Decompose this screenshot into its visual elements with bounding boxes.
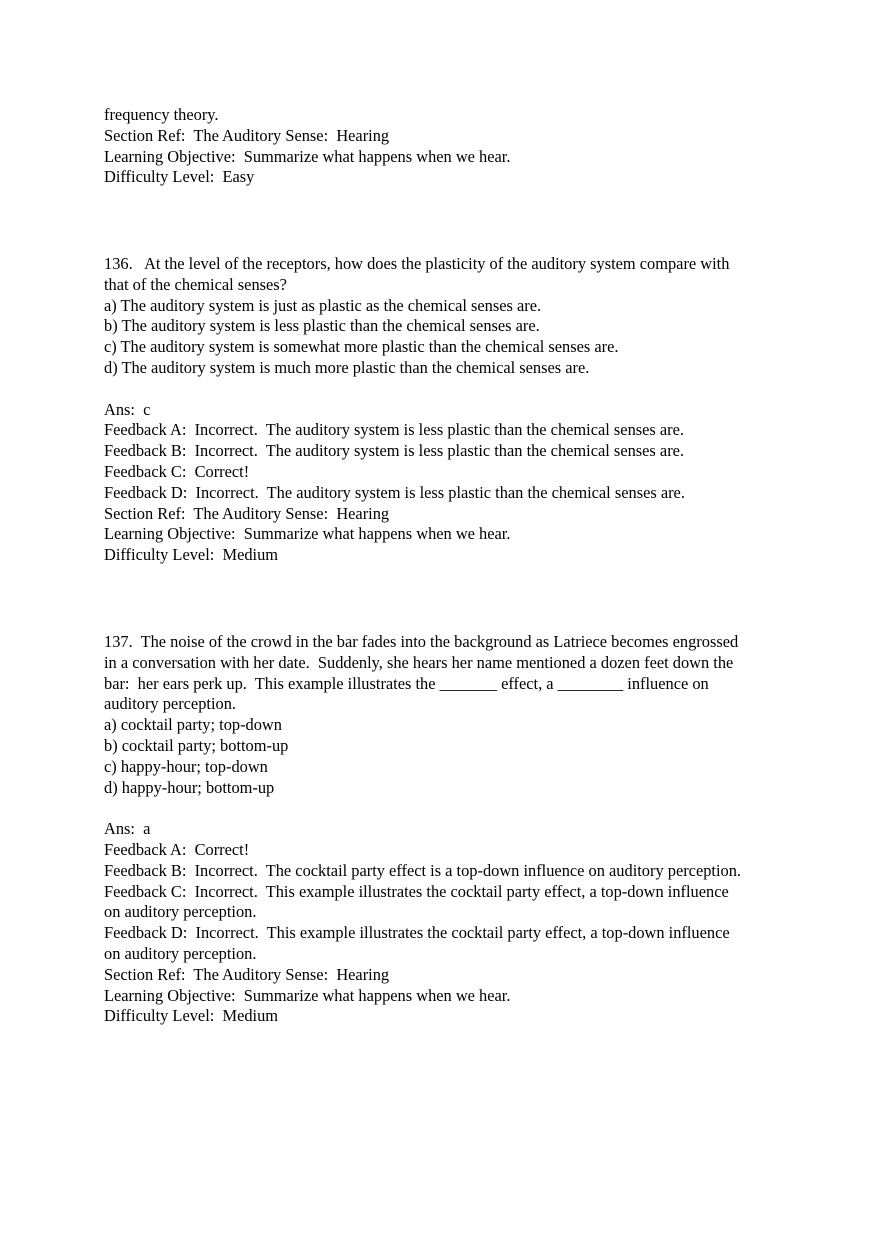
question-136-feedback-c: Feedback C: Correct!: [104, 461, 250, 481]
spacer: [104, 798, 780, 819]
question-137-feedback-c-cont: on auditory perception.: [104, 902, 257, 922]
question-137-option-d: d) happy-hour; bottom-up: [104, 777, 275, 797]
question-136-feedback-b: Feedback B: Incorrect. The auditory system is less plastic than the chemical senses are.: [104, 441, 685, 461]
question-136-option-a: a) The auditory system is just as plastic as the chemical senses are.: [104, 295, 542, 315]
continuation-line: frequency theory.: [104, 105, 219, 124]
question-137-stem-line-3: bar: her ears perk up. This example illustrates the _______ effect, a ________ influence on: [104, 673, 709, 693]
question-136-difficulty: Difficulty Level: Medium: [104, 545, 279, 565]
question-136-option-d: d) The auditory system is much more plastic than the chemical senses are.: [104, 357, 590, 377]
question-137-stem-line-1: 137. The noise of the crowd in the bar fades into the background as Latriece becomes engrossed: [104, 632, 739, 651]
question-137-option-b: b) cocktail party; bottom-up: [104, 735, 289, 755]
question-136-section-ref: Section Ref: The Auditory Sense: Hearing: [104, 503, 390, 523]
question-137-difficulty: Difficulty Level: Medium: [104, 1006, 279, 1026]
question-137-section-ref: Section Ref: The Auditory Sense: Hearing: [104, 964, 390, 984]
question-137-answer: Ans: a: [104, 819, 151, 839]
continuation-learning-objective: Learning Objective: Summarize what happens when we hear.: [104, 146, 511, 166]
question-136-feedback-a: Feedback A: Incorrect. The auditory system is less plastic than the chemical senses are.: [104, 420, 685, 440]
question-136-answer: Ans: c: [104, 399, 151, 419]
previous-question-continuation: [104, 105, 780, 188]
question-137-option-a: a) cocktail party; top-down: [104, 715, 282, 735]
continuation-section-ref: Section Ref: The Auditory Sense: Hearing: [104, 125, 390, 145]
question-137-stem-line-4: auditory perception.: [104, 694, 236, 714]
question-136-option-b: b) The auditory system is less plastic than the chemical senses are.: [104, 316, 540, 336]
question-137-learning-objective: Learning Objective: Summarize what happens when we hear.: [104, 985, 511, 1005]
question-137-feedback-a: Feedback A: Correct!: [104, 839, 250, 859]
question-137-feedback-d: Feedback D: Incorrect. This example illustrates the cocktail party effect, a top-down influence: [104, 923, 730, 943]
question-136-learning-objective: Learning Objective: Summarize what happens when we hear.: [104, 524, 511, 544]
question-137-stem-line-2: in a conversation with her date. Suddenly, she hears her name mentioned a dozen feet down the: [104, 652, 734, 672]
question-137-feedback-d-cont: on auditory perception.: [104, 943, 257, 963]
question-137: [104, 632, 780, 1027]
question-137-feedback-c: Feedback C: Incorrect. This example illustrates the cocktail party effect, a top-down influence: [104, 881, 729, 901]
question-136-option-c: c) The auditory system is somewhat more plastic than the chemical senses are.: [104, 337, 619, 357]
question-136-stem-line-1: 136. At the level of the receptors, how does the plasticity of the auditory system compare with: [104, 254, 730, 273]
question-137-feedback-b: Feedback B: Incorrect. The cocktail party effect is a top-down influence on auditory perception.: [104, 860, 742, 880]
question-136: [104, 254, 780, 566]
question-136-stem-line-2: that of the chemical senses?: [104, 274, 287, 294]
spacer: [104, 379, 780, 400]
continuation-difficulty: Difficulty Level: Easy: [104, 167, 255, 187]
question-136-feedback-d: Feedback D: Incorrect. The auditory system is less plastic than the chemical senses are.: [104, 482, 685, 502]
question-137-option-c: c) happy-hour; top-down: [104, 756, 268, 776]
